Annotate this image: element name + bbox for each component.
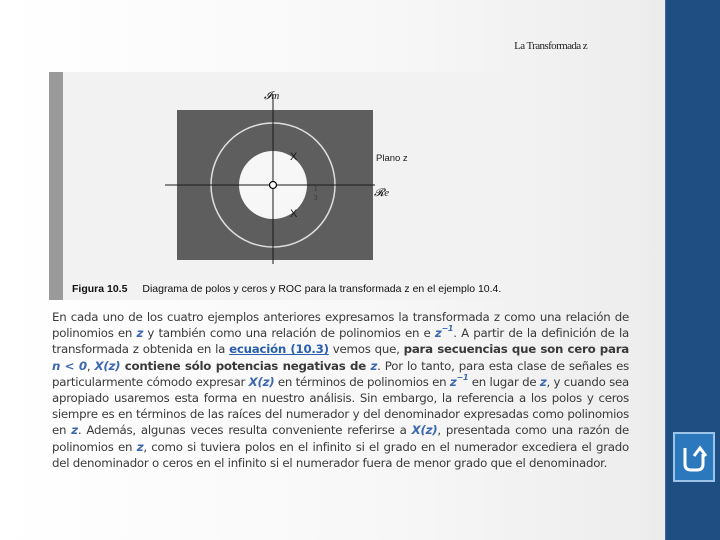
- axis-label-re: 𝓡e: [374, 187, 390, 199]
- text-run: ,: [86, 358, 91, 373]
- plane-label: Plano z: [376, 153, 408, 164]
- math-z: z: [136, 439, 144, 454]
- bold-run: para secuencias que son cero para: [403, 342, 629, 357]
- pole-marker-lower: X: [290, 208, 298, 220]
- text-run: en términos de polinomios en: [274, 374, 450, 389]
- zero-marker: [270, 182, 277, 189]
- return-button[interactable]: [673, 432, 715, 482]
- equation-link[interactable]: ecuación (10.3): [229, 342, 329, 357]
- pole-zero-plot: [49, 72, 517, 300]
- tick-label-num: 1: [314, 185, 318, 193]
- figure-image: [49, 72, 517, 300]
- text-run: , y cuando sea apropiado usaremos esta forma en nuestro análisis. Sin embargo, la referencia a los polos y ceros siempre es en términos de las raíces del numerador y del denominador expresadas como polinomios en: [52, 374, 629, 438]
- text-run: . Además, algunas veces resulta conveniente referirse a: [77, 423, 412, 438]
- math-z: z: [449, 374, 457, 389]
- math-z-inverse: [435, 326, 453, 340]
- math-Xz: X(z): [248, 374, 275, 389]
- math-z: z: [434, 326, 442, 341]
- math-z: z: [370, 358, 378, 373]
- figure-caption: [72, 283, 501, 295]
- pole-marker-upper: X: [290, 151, 298, 163]
- slide-title: La Transformada z: [514, 40, 587, 52]
- text-run: . A partir de la definición de la transformada z obtenida en la: [52, 326, 630, 357]
- body-paragraph: [52, 309, 629, 471]
- math-z: z: [136, 326, 144, 341]
- math-Xz: X(z): [411, 423, 438, 438]
- text-run: , como si tuviera polos en el infinito si el grado en el numerador excediera el grado del denominador o ceros en el infinito si el numerador fuera de menor grado que el denominador.: [52, 439, 629, 470]
- text-run: vemos que,: [328, 342, 404, 357]
- exponent: −1: [441, 324, 454, 334]
- axis-label-im: 𝓘m: [264, 90, 280, 102]
- tick-label-den: 3: [314, 194, 318, 202]
- text-run: , presentada como una razón de polinomios en: [52, 423, 629, 454]
- bold-run: contiene sólo potencias negativas de: [120, 358, 371, 373]
- caption-number: Figura 10.5: [72, 283, 128, 295]
- text-run: en lugar de: [468, 374, 540, 389]
- math-condition: n < 0: [52, 358, 87, 373]
- return-arrow-icon: [679, 440, 709, 476]
- exponent: −1: [456, 372, 469, 382]
- math-z: z: [71, 423, 78, 438]
- text-run: En cada uno de los cuatro ejemplos anteriores expresamos la transformada z como una relación de polinomios en: [52, 310, 629, 341]
- math-z-inverse: [449, 372, 469, 389]
- math-z: z: [539, 374, 547, 389]
- math-Xz: X(z): [94, 358, 121, 373]
- text-run: . Por lo tanto, para esta clase de señales es particularmente cómodo expresar: [52, 358, 630, 389]
- text-run: y también como una relación de polinomios en e: [143, 326, 435, 341]
- caption-text: Diagrama de polos y ceros y ROC para la transformada z en el ejemplo 10.4.: [142, 283, 502, 295]
